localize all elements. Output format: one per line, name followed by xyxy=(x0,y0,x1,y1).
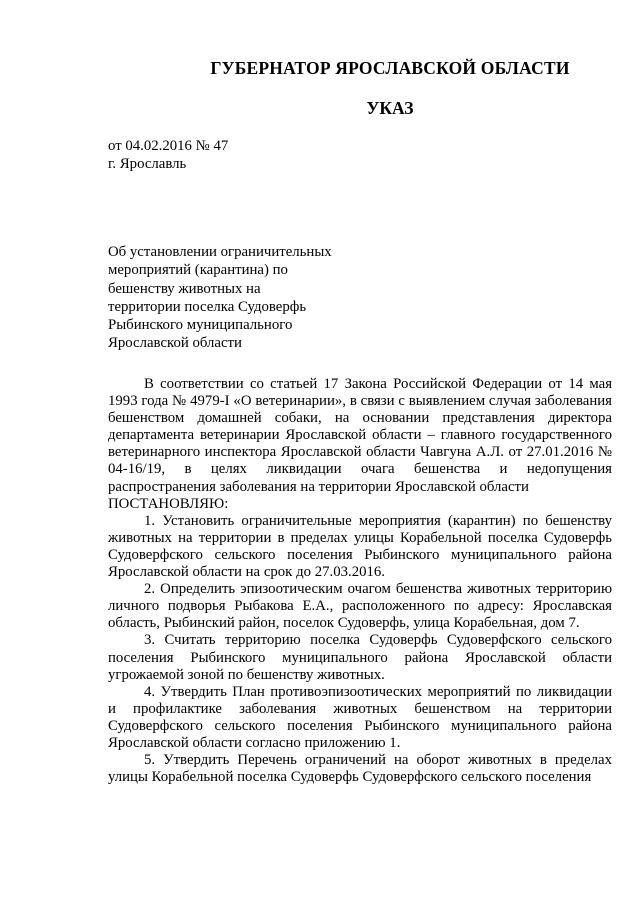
clause-paragraph: 5. Утвердить Перечень ограничений на оборот животных в пределах улицы Корабельной поселка Судоверфь Судоверфского сельского поселения xyxy=(108,752,612,786)
subject-line: бешенству животных на xyxy=(108,280,261,297)
clause-paragraph: 4. Утвердить План противоэпизоотических мероприятий по ликвидации и профилактике заболевания животных бешенством на территории Судоверфского сельского поселения Рыбинского муниципального района Ярославской области согласно приложению 1. xyxy=(108,683,612,751)
subject-line: Рыбинского муниципального xyxy=(108,317,293,334)
clause-paragraph: 2. Определить эпизоотическим очагом бешенства животных территорию личного подворья Рыбакова Е.А., расположенного по адресу: Ярославская область, Рыбинский район, поселок Судоверфь, улица Корабельная, дом 7. xyxy=(108,581,612,632)
clause-paragraph: 3. Считать территорию поселка Судоверфь Судоверфского сельского поселения Рыбинского муниципального района Ярославской области угрожаемой зоной по бешенству животных. xyxy=(108,632,612,683)
subject-line: Ярославской области xyxy=(108,335,242,352)
document-subject xyxy=(108,243,368,353)
subject-line: мероприятий (карантина) по xyxy=(108,262,288,279)
document-meta xyxy=(108,137,228,173)
issuing-authority-heading: ГУБЕРНАТОР ЯРОСЛАВСКОЙ ОБЛАСТИ xyxy=(210,58,570,78)
preamble-paragraph: В соответствии со статьей 17 Закона Российской Федерации от 14 мая 1993 года № 4979-I «О ветеринарии», в связи с выявлением случая заболевания бешенством домашней собаки, на основании представления директора департамента ветеринарии Ярославской области – главного государственного ветеринарного инспектора Ярославской области Чавгуна А.Л. от 27.01.2016 № 04-16/19, в целях ликвидации очага бешенства и недопущения распространения заболевания на территории Ярославской области xyxy=(108,376,612,495)
document-body xyxy=(108,376,612,786)
clause-paragraph: 1. Установить ограничительные мероприятия (карантин) по бешенству животных на территории в пределах улицы Корабельной поселка Судоверфь Судоверфского сельского поселения Рыбинского муниципального района Ярославской области на срок до 27.03.2016. xyxy=(108,512,612,581)
date-and-number: от 04.02.2016 № 47 xyxy=(108,138,229,154)
subject-line: Об установлении ограничительных xyxy=(108,244,332,260)
place-of-issue: г. Ярославль xyxy=(108,156,187,172)
subject-line: территории поселка Судоверфь xyxy=(108,298,307,315)
resolution-keyword: ПОСТАНОВЛЯЮ: xyxy=(108,495,229,512)
document-type-heading: УКАЗ xyxy=(366,98,414,118)
